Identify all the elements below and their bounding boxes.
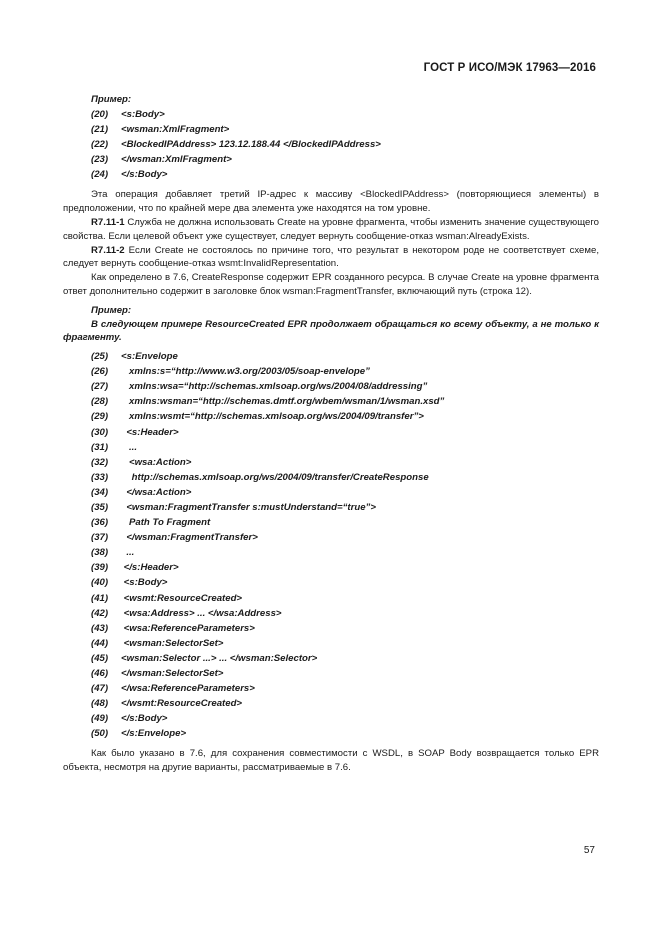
code-text: Path To Fragment xyxy=(121,517,211,529)
line-number: (26) xyxy=(91,366,109,378)
line-number: (50) xyxy=(91,728,109,740)
requirement-paragraph xyxy=(63,244,599,272)
code-line xyxy=(63,409,599,424)
example-label: Пример: xyxy=(91,304,132,316)
code-line xyxy=(63,666,599,681)
code-line xyxy=(63,425,599,440)
code-line xyxy=(63,364,599,379)
line-number: (41) xyxy=(91,592,109,604)
code-text: </wsmt:ResourceCreated> xyxy=(121,698,243,710)
code-text: xmlns:s=“http://www.w3.org/2003/05/soap-envelope” xyxy=(121,366,370,378)
line-number: (44) xyxy=(91,637,109,649)
line-number: (24) xyxy=(91,169,109,181)
line-number: (21) xyxy=(91,124,109,136)
line-number: (30) xyxy=(91,426,109,438)
line-number: (23) xyxy=(91,154,109,166)
code-text: <s:Header> xyxy=(121,426,179,438)
code-line xyxy=(63,621,599,636)
line-number: (20) xyxy=(91,109,109,120)
code-text: <wsman:FragmentTransfer s:mustUnderstand=“true”> xyxy=(121,501,376,513)
line-number: (31) xyxy=(91,441,109,453)
line-number: (47) xyxy=(91,683,109,695)
code-text: </wsa:ReferenceParameters> xyxy=(121,683,255,695)
code-line xyxy=(63,696,599,711)
paragraph: Как определено в 7.6, CreateResponse содержит EPR созданного ресурса. В случае Create на уровне фрагмента ответ дополнительно содержит в заголовке блок wsman:FragmentTransfer, включающий путь (строка 12). xyxy=(63,272,599,298)
code-line xyxy=(63,107,599,122)
code-line xyxy=(63,681,599,696)
requirement-paragraph xyxy=(63,216,599,244)
code-line xyxy=(63,545,599,560)
code-text: </s:Envelope> xyxy=(121,728,187,740)
code-line xyxy=(63,515,599,530)
code-line xyxy=(63,636,599,651)
code-line xyxy=(63,560,599,575)
page-content xyxy=(63,92,599,775)
code-text: ... xyxy=(121,547,135,559)
code-text: <wsman:XmlFragment> xyxy=(121,124,230,136)
code-block xyxy=(63,107,599,182)
line-number: (32) xyxy=(91,456,109,468)
line-number: (25) xyxy=(91,351,109,363)
closing-paragraph: Как было указано в 7.6, для сохранения совместимости с WSDL, в SOAP Body возвращается только EPR объекта, несмотря на другие варианты, рассматриваемые в 7.6. xyxy=(63,748,599,774)
example-note: В следующем примере ResourceCreated EPR продолжает обращаться ко всему объекту, а не только к фрагменту. xyxy=(63,318,599,344)
code-text: <wsmt:ResourceCreated> xyxy=(121,592,243,604)
code-text: </wsman:XmlFragment> xyxy=(121,154,232,166)
line-number: (40) xyxy=(91,577,109,589)
code-line xyxy=(63,500,599,515)
line-number: (39) xyxy=(91,562,109,574)
code-text: ... xyxy=(121,441,137,453)
code-text: xmlns:wsman=“http://schemas.dmtf.org/wbem/wsman/1/wsman.xsd” xyxy=(121,396,445,408)
code-line xyxy=(63,122,599,137)
code-line xyxy=(63,152,599,167)
line-number: (34) xyxy=(91,486,109,498)
line-number: (45) xyxy=(91,652,109,664)
code-line xyxy=(63,726,599,741)
requirement-text: Если Create не состоялось по причине того, что результат в некотором роде не соответствует схеме, следует вернуть сообщение-отказ wsmt:InvalidRepresentation. xyxy=(63,244,599,270)
code-line xyxy=(63,394,599,409)
code-line xyxy=(63,167,599,182)
code-text: </s:Header> xyxy=(121,562,179,574)
line-number: (36) xyxy=(91,517,109,529)
code-text: <s:Body> xyxy=(121,577,168,589)
line-number: (33) xyxy=(91,471,109,483)
code-text: </s:Body> xyxy=(121,713,168,725)
requirement-label: R7.11-1 xyxy=(91,217,125,229)
line-number: (48) xyxy=(91,698,109,710)
code-text: <wsman:Selector ...> ... </wsman:Selector> xyxy=(121,652,318,664)
line-number: (27) xyxy=(91,381,109,393)
code-text: </wsman:SelectorSet> xyxy=(121,668,224,679)
line-number: (29) xyxy=(91,411,109,423)
code-text: xmlns:wsmt=“http://schemas.xmlsoap.org/ws/2004/09/transfer”> xyxy=(121,411,424,423)
code-line xyxy=(63,606,599,621)
line-number: (37) xyxy=(91,532,109,544)
code-line xyxy=(63,455,599,470)
document-header: ГОСТ Р ИСО/МЭК 17963—2016 xyxy=(423,62,596,74)
line-number: (46) xyxy=(91,668,109,679)
line-number: (38) xyxy=(91,547,109,559)
code-text: </s:Body> xyxy=(121,169,168,181)
code-line xyxy=(63,349,599,364)
page-number: 57 xyxy=(583,845,595,856)
code-text: <wsa:ReferenceParameters> xyxy=(121,622,255,634)
code-text: <wsman:SelectorSet> xyxy=(121,637,224,649)
code-text: <wsa:Address> ... </wsa:Address> xyxy=(121,607,282,619)
code-block xyxy=(63,349,599,741)
requirement-text: Служба не должна использовать Create на уровне фрагмента, чтобы изменить значение существующего свойства. Если целевой объект уже существует, следует вернуть сообщение-отказ wsman:AlreadyExists. xyxy=(63,217,599,242)
code-text: xmlns:wsa=“http://schemas.xmlsoap.org/ws/2004/08/addressing” xyxy=(121,381,428,393)
code-text: <wsa:Action> xyxy=(121,456,192,468)
code-line xyxy=(63,485,599,500)
code-text: <BlockedIPAddress> 123.12.188.44 </BlockedIPAddress> xyxy=(121,139,381,151)
code-text: <s:Envelope xyxy=(121,351,178,363)
code-line xyxy=(63,591,599,606)
line-number: (49) xyxy=(91,713,109,725)
code-line xyxy=(63,651,599,666)
line-number: (35) xyxy=(91,501,109,513)
line-number: (42) xyxy=(91,607,109,619)
code-text: </wsa:Action> xyxy=(121,486,192,498)
code-text: </wsman:FragmentTransfer> xyxy=(121,532,258,544)
code-text: http://schemas.xmlsoap.org/ws/2004/09/transfer/CreateResponse xyxy=(121,471,429,483)
code-line xyxy=(63,711,599,726)
line-number: (43) xyxy=(91,622,109,634)
example-label: Пример: xyxy=(91,94,132,105)
code-line xyxy=(63,440,599,455)
code-line xyxy=(63,470,599,485)
line-number: (28) xyxy=(91,396,109,408)
code-text: <s:Body> xyxy=(121,109,165,120)
paragraph: Эта операция добавляет третий IP-адрес к массиву <BlockedIPAddress> (повторяющиеся элементы) в предположении, что по крайней мере два элемента уже находятся на том уровне. xyxy=(63,189,599,215)
line-number: (22) xyxy=(91,139,109,151)
code-line xyxy=(63,137,599,152)
code-line xyxy=(63,530,599,545)
requirement-label: R7.11-2 xyxy=(91,244,125,256)
code-line xyxy=(63,575,599,590)
code-line xyxy=(63,379,599,394)
